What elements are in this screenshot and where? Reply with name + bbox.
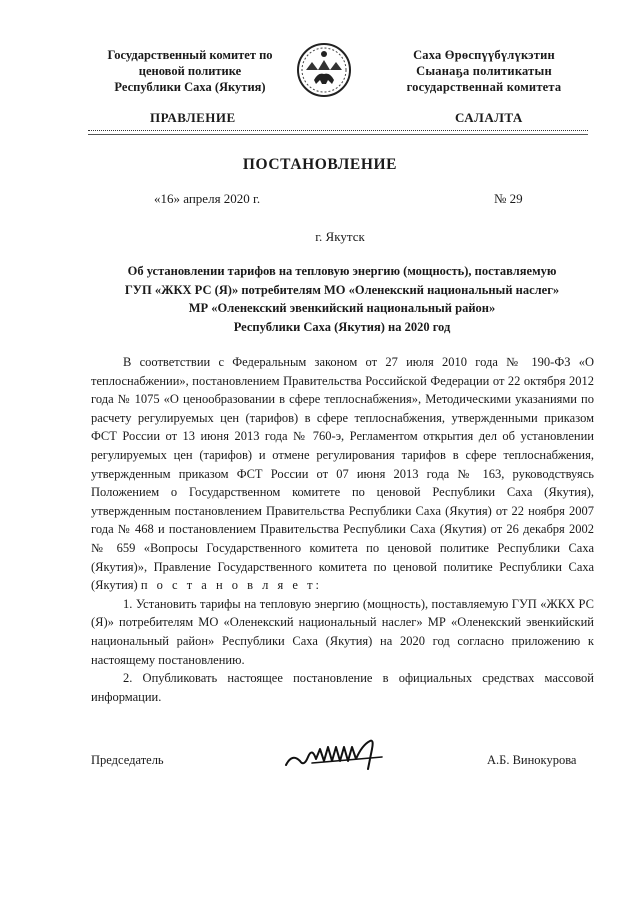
subject-line: Республики Саха (Якутия) на 2020 год bbox=[233, 319, 451, 334]
subject-line: Об установлении тарифов на тепловую энергию (мощность), поставляемую bbox=[127, 264, 557, 278]
issuer-name-yakut bbox=[384, 47, 584, 95]
document-number: № 29 bbox=[494, 191, 523, 206]
issuer-name-russian bbox=[90, 47, 290, 95]
issuer-line: государственнай комитета bbox=[406, 80, 562, 94]
resolution-item: 2. Опубликовать настоящее постановление в официальных средствах массовой информации. bbox=[91, 671, 594, 704]
issuer-line: ценовой политике bbox=[138, 64, 242, 78]
issuer-line: Государственный комитет по bbox=[107, 48, 273, 62]
board-label-yakut: САЛАЛТА bbox=[455, 110, 523, 125]
coat-of-arms-icon bbox=[296, 40, 352, 100]
preamble-paragraph bbox=[91, 353, 594, 595]
chair-label: Председатель bbox=[91, 753, 164, 767]
document-title: ПОСТАНОВЛЕНИЕ bbox=[242, 156, 398, 173]
document-date: «16» апреля 2020 г. bbox=[154, 191, 261, 206]
resolves-phrase: п о с т а н о в л я е т: bbox=[140, 578, 323, 593]
resolution-item: 1. Установить тарифы на тепловую энергию (мощность), поставляемую ГУП «ЖКХ РС (Я)» потребителям МО «Оленекский национальный наслег» МР «Оленекский эвенкийский национальный район» Республики Саха (Якутия) на 2020 год согласно приложению к настоящему постановлению. bbox=[91, 596, 594, 667]
board-label-russian: ПРАВЛЕНИЕ bbox=[150, 110, 236, 125]
issuer-line: Республики Саха (Якутия) bbox=[114, 80, 266, 94]
issuer-line: Саха Өрөспүүбүлүкэтин bbox=[413, 48, 555, 62]
preamble-text: В соответствии с Федеральным законом от 27 июля 2010 года № 190-ФЗ «О теплоснабжении», постановлением Правительства Российской Федерации от 22 октября 2012 года № 1075 «О ценообразовании в сфере теплоснабжения», Методическими указаниями по расчету регулируемых цен (тарифов) в сфере теплоснабжения, утвержденными приказом ФСТ России от 13 июня 2013 года № 760-э, Регламентом открытия дел об установлении регулируемых цен (тарифов) и отмене регулирования тарифов в сфере теплоснабжения, утвержденным приказом ФСТ России от 07 июня 2013 года № 163, руководствуясь Положением о Государственном комитете по ценовой Республики Саха (Якутия), утвержденным постановлением Правительства Республики Саха (Якутия) от 22 ноября 2007 года № 468 и постановлением Правительства Республики Саха (Якутия) от 26 декабря 2002 № 659 «Вопросы Государственного комитета по ценовой политике Республики Саха (Якутия)», Правление Государственного комитета по ценовой политике Республики Саха (Якутия) bbox=[91, 355, 594, 593]
document-body bbox=[91, 353, 594, 706]
handwritten-signature bbox=[282, 735, 392, 775]
subject-line: ГУП «ЖКХ РС (Я)» потребителям МО «Оленекский национальный наслег» bbox=[124, 282, 560, 297]
document-subject bbox=[92, 262, 592, 336]
document-city: г. Якутск bbox=[315, 229, 365, 244]
subject-line: МР «Оленекский эвенкийский национальный район» bbox=[188, 301, 496, 315]
signer-name: А.Б. Винокурова bbox=[487, 753, 577, 767]
header-divider-solid bbox=[88, 134, 588, 135]
header-divider bbox=[88, 130, 588, 131]
issuer-line: Сыанаҕа политикатын bbox=[416, 64, 552, 78]
